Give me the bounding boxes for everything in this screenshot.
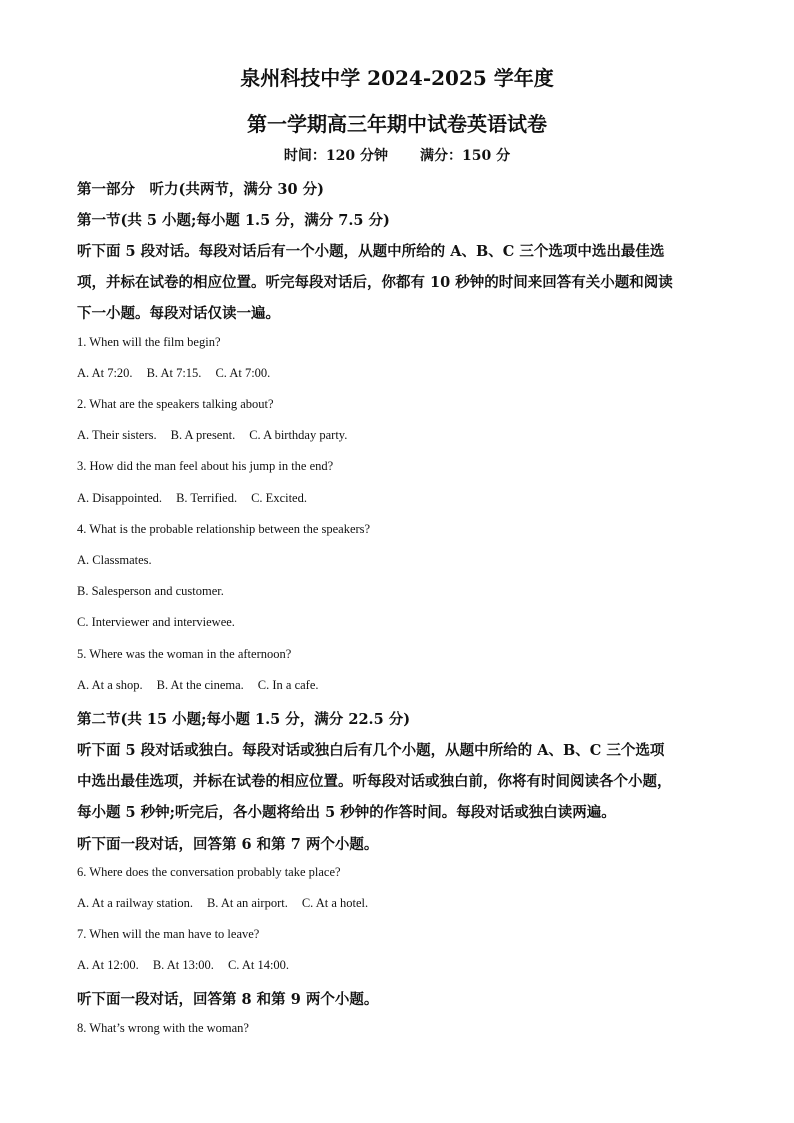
question-stem: 6. Where does the conversation probably take place? xyxy=(77,865,341,879)
option-b: B. At 7:15. xyxy=(146,366,202,380)
option-c: C. Interviewer and interviewee. xyxy=(77,615,235,629)
school-title: 泉州科技中学 2024-2025 学年度 xyxy=(240,66,554,90)
option-c: C. At 7:00. xyxy=(215,366,271,380)
exam-title: 第一学期高三年期中试卷英语试卷 xyxy=(247,112,547,136)
exam-meta xyxy=(0,145,794,165)
section2-instruction-line: 听下面 5 段对话或独白。每段对话或独白后有几个小题，从题中所给的 A、B、C 三个选项 xyxy=(77,742,665,759)
question-options xyxy=(77,896,368,911)
question-stem: 2. What are the speakers talking about? xyxy=(77,397,274,411)
question-options xyxy=(77,958,289,973)
exam-time: 时间：120 分钟 xyxy=(283,148,388,164)
question-stem: 3. How did the man feel about his jump in the end? xyxy=(77,459,334,473)
option-b: B. Salesperson and customer. xyxy=(77,584,224,598)
option-b: B. Terrified. xyxy=(176,491,238,505)
option-c: C. In a cafe. xyxy=(257,678,319,692)
option-b: B. At 13:00. xyxy=(152,958,214,972)
option-a: A. At 12:00. xyxy=(77,958,139,972)
question-options xyxy=(77,428,347,443)
part1-heading: 第一部分 听力(共两节，满分 30 分) xyxy=(77,181,324,198)
question-stem: 5. Where was the woman in the afternoon? xyxy=(77,647,292,661)
section1-instruction-line: 下一小题。每段对话仅读一遍。 xyxy=(77,305,280,322)
question-stem: 7. When will the man have to leave? xyxy=(77,927,260,941)
dialogue-intro: 听下面一段对话，回答第 8 和第 9 两个小题。 xyxy=(77,991,379,1008)
question-stem: 8. What’s wrong with the woman? xyxy=(77,1021,249,1035)
option-c: C. Excited. xyxy=(251,491,307,505)
option-a: A. At a shop. xyxy=(77,678,143,692)
section1-heading: 第一节(共 5 小题;每小题 1.5 分，满分 7.5 分) xyxy=(77,212,390,229)
option-a: A. Disappointed. xyxy=(77,491,163,505)
option-b: B. At an airport. xyxy=(206,896,288,910)
exam-score: 满分：150 分 xyxy=(420,148,511,164)
question-options xyxy=(77,678,319,693)
section2-heading: 第二节(共 15 小题;每小题 1.5 分，满分 22.5 分) xyxy=(77,711,411,728)
option-c: C. At a hotel. xyxy=(301,896,369,910)
option-a: A. Classmates. xyxy=(77,553,152,567)
question-options xyxy=(77,366,270,381)
dialogue-intro: 听下面一段对话，回答第 6 和第 7 两个小题。 xyxy=(77,836,379,853)
option-a: A. At 7:20. xyxy=(77,366,133,380)
question-options xyxy=(77,491,307,506)
option-b: B. A present. xyxy=(170,428,236,442)
option-b: B. At the cinema. xyxy=(156,678,244,692)
option-c: C. At 14:00. xyxy=(227,958,290,972)
section1-instruction-line: 项，并标在试卷的相应位置。听完每段对话后，你都有 10 秒钟的时间来回答有关小题和阅读 xyxy=(77,274,673,291)
section1-instruction-line: 听下面 5 段对话。每段对话后有一个小题，从题中所给的 A、B、C 三个选项中选出最佳选 xyxy=(77,243,665,260)
option-a: A. Their sisters. xyxy=(77,428,157,442)
section2-instruction-line: 每小题 5 秒钟;听完后，各小题将给出 5 秒钟的作答时间。每段对话或独白读两遍。 xyxy=(77,804,616,821)
section2-instruction-line: 中选出最佳选项，并标在试卷的相应位置。听每段对话或独白前，你将有时间阅读各个小题， xyxy=(77,773,672,790)
option-c: C. A birthday party. xyxy=(249,428,348,442)
question-stem: 1. When will the film begin? xyxy=(77,335,221,349)
option-a: A. At a railway station. xyxy=(77,896,193,910)
question-stem: 4. What is the probable relationship between the speakers? xyxy=(77,522,371,536)
